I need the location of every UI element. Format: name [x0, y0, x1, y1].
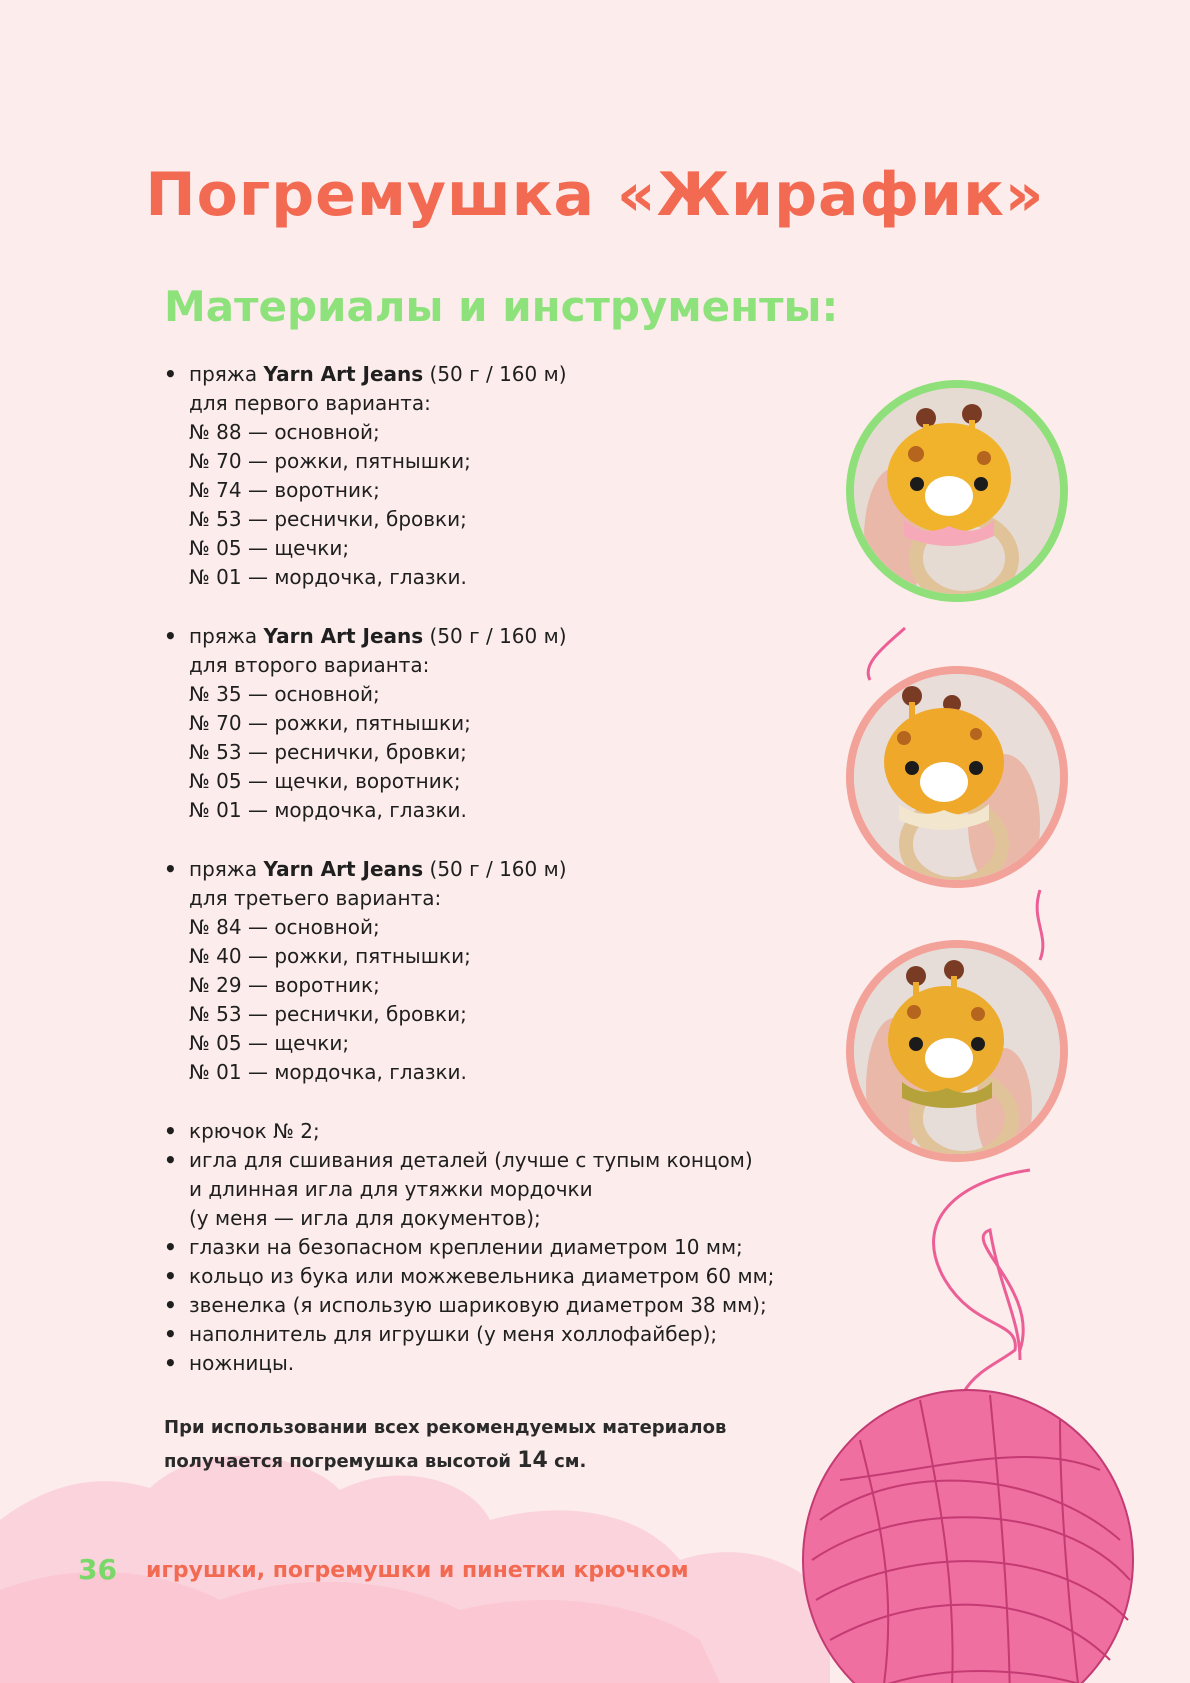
yarn-block-1 — [164, 360, 784, 592]
color-item: № 01 — мордочка, глазки. — [189, 565, 467, 589]
giraffe-rattle-photo-2 — [846, 666, 1068, 888]
color-item: № 40 — рожки, пятнышки; — [189, 944, 471, 968]
color-item: № 88 — основной; — [189, 420, 380, 444]
yarn-line — [164, 622, 784, 651]
variant-label: для второго варианта: — [189, 653, 430, 677]
color-item: № 01 — мордочка, глазки. — [189, 798, 467, 822]
tool-item: • крючок № 2; — [164, 1117, 804, 1146]
yarn-line — [164, 855, 784, 884]
color-item: № 53 — реснички, бровки; — [189, 740, 467, 764]
yarn-ball — [803, 1390, 1133, 1683]
tool-item: • глазки на безопасном креплении диаметром 10 мм; — [164, 1233, 804, 1262]
tool-item: • наполнитель для игрушки (у меня холлофайбер); — [164, 1320, 804, 1349]
yarn-line — [164, 360, 784, 389]
yarn-brand: Yarn Art Jeans — [263, 857, 424, 881]
color-item: № 05 — щечки, воротник; — [189, 769, 461, 793]
color-item: № 05 — щечки; — [189, 536, 350, 560]
color-item: № 53 — реснички, бровки; — [189, 1002, 467, 1026]
giraffe-rattle-photo-3 — [846, 940, 1068, 1162]
color-item: № 05 — щечки; — [189, 1031, 350, 1055]
note-line — [164, 1444, 726, 1478]
yarn-spec: (50 г / 160 м) — [423, 857, 567, 881]
page-title: Погремушка «Жирафик» — [145, 160, 1045, 230]
size-note — [164, 1411, 726, 1478]
color-item: № 29 — воротник; — [189, 973, 380, 997]
note-text: получается погремушка высотой — [164, 1451, 518, 1472]
tools-list — [164, 1117, 804, 1378]
color-item: № 53 — реснички, бровки; — [189, 507, 467, 531]
color-item: № 35 — основной; — [189, 682, 380, 706]
color-item: № 74 — воротник; — [189, 478, 380, 502]
tool-item: • ножницы. — [164, 1349, 804, 1378]
tool-item: • игла для сшивания деталей (лучше с тупым концом) — [164, 1146, 804, 1175]
yarn-spec: (50 г / 160 м) — [423, 362, 567, 386]
yarn-prefix: пряжа — [189, 857, 264, 881]
yarn-brand: Yarn Art Jeans — [263, 624, 424, 648]
section-title: Материалы и инструменты: — [164, 282, 839, 331]
yarn-spec: (50 г / 160 м) — [423, 624, 567, 648]
yarn-prefix: пряжа — [189, 624, 264, 648]
note-line: При использовании всех рекомендуемых материалов — [164, 1417, 727, 1438]
color-item: № 70 — рожки, пятнышки; — [189, 449, 471, 473]
yarn-prefix: пряжа — [189, 362, 264, 386]
yarn-list — [164, 360, 784, 1117]
yarn-block-2 — [164, 622, 784, 825]
color-item: № 01 — мордочка, глазки. — [189, 1060, 467, 1084]
variant-label: для третьего варианта: — [189, 886, 442, 910]
variant-label: для первого варианта: — [189, 391, 431, 415]
yarn-block-3 — [164, 855, 784, 1087]
tool-item: • звенелка (я использую шариковую диаметром 38 мм); — [164, 1291, 804, 1320]
color-item: № 84 — основной; — [189, 915, 380, 939]
color-item: № 70 — рожки, пятнышки; — [189, 711, 471, 735]
tool-item: • кольцо из бука или можжевельника диаметром 60 мм; — [164, 1262, 804, 1291]
giraffe-rattle-photo-1 — [846, 380, 1068, 602]
page-number: 36 — [78, 1553, 117, 1586]
note-height: 14 — [517, 1448, 548, 1473]
book-title: игрушки, погремушки и пинетки крючком — [146, 1558, 689, 1583]
note-unit: см. — [547, 1451, 587, 1472]
yarn-brand: Yarn Art Jeans — [263, 362, 424, 386]
tool-item-continued: (у меня — игла для документов); — [189, 1206, 541, 1230]
tool-item-continued: и длинная игла для утяжки мордочки — [189, 1177, 593, 1201]
